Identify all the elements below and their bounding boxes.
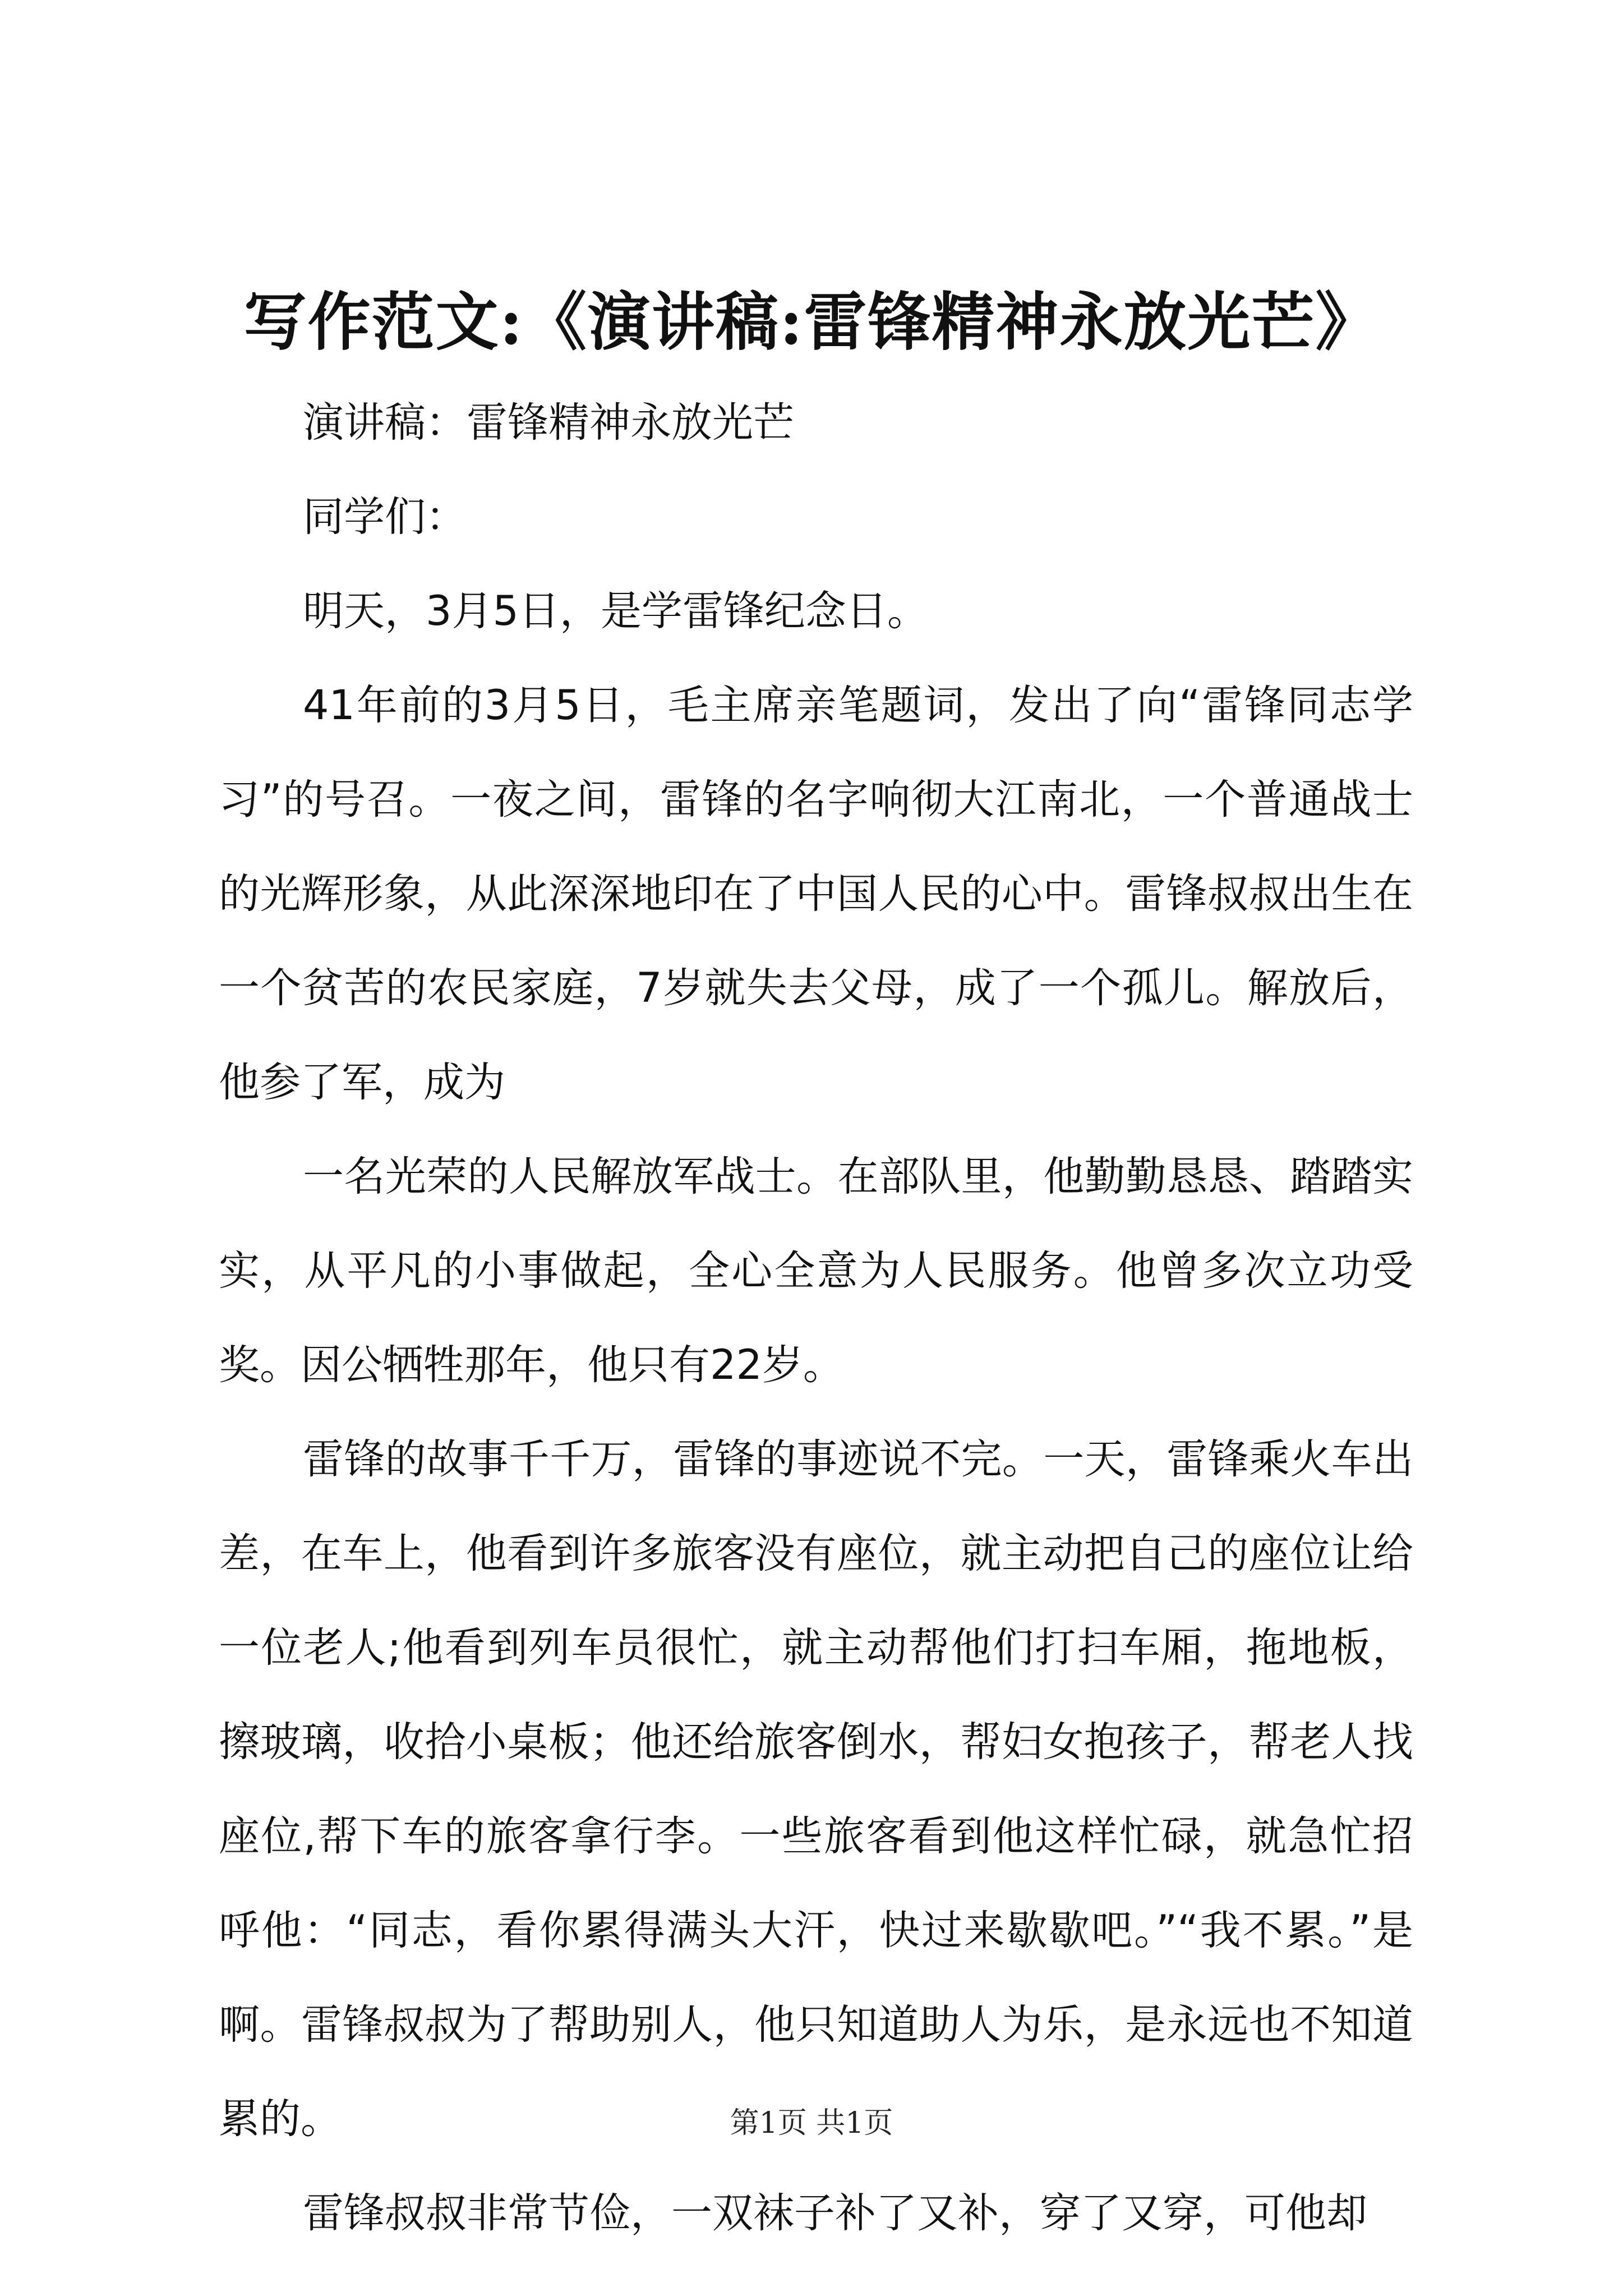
paragraph: 雷锋叔叔非常节俭，一双袜子补了又补，穿了又穿，可他却 bbox=[303, 2189, 1367, 2237]
paragraph: 41年前的3月5日，毛主席亲笔题词，发出了向“雷锋同志学习”的号召。一夜之间，雷锋的名字响彻大江南北，一个普通战士的光辉形象，从此深深地印在了中国人民的心中。雷锋叔叔出生在一个贫苦的农民家庭，7岁就失去父母，成了一个孤儿。解放后，他参了军，成为 bbox=[219, 682, 1413, 1106]
paragraph-greeting: 同学们： bbox=[303, 493, 467, 541]
paragraph-speech-heading: 演讲稿：雷锋精神永放光芒 bbox=[303, 399, 794, 447]
document-body bbox=[219, 376, 1413, 2261]
document-title: 写作范文:《演讲稿:雷锋精神永放光芒》 bbox=[243, 286, 1380, 359]
paragraph: 一名光荣的人民解放军战士。在部队里，他勤勤恳恳、踏踏实实，从平凡的小事做起，全心全意为人民服务。他曾多次立功受奖。因公牺牲那年，他只有22岁。 bbox=[219, 1153, 1413, 1389]
paragraph: 明天，3月5日，是学雷锋纪念日。 bbox=[303, 587, 928, 635]
page-number-footer: 第1页 共1页 bbox=[730, 2106, 893, 2140]
paragraph: 雷锋的故事千千万，雷锋的事迹说不完。一天，雷锋乘火车出差，在车上，他看到许多旅客没有座位，就主动把自己的座位让给一位老人;他看到列车员很忙，就主动帮他们打扫车厢，拖地板，擦玻璃，收拾小桌板；他还给旅客倒水，帮妇女抱孩子，帮老人找座位,帮下车的旅客拿行李。一些旅客看到他这样忙碌，就急忙招呼他：“同志，看你累得满头大汗，快过来歇歇吧。”“我不累。”是啊。雷锋叔叔为了帮助别人，他只知道助人为乐，是永远也不知道累的。 bbox=[219, 1435, 1413, 2143]
